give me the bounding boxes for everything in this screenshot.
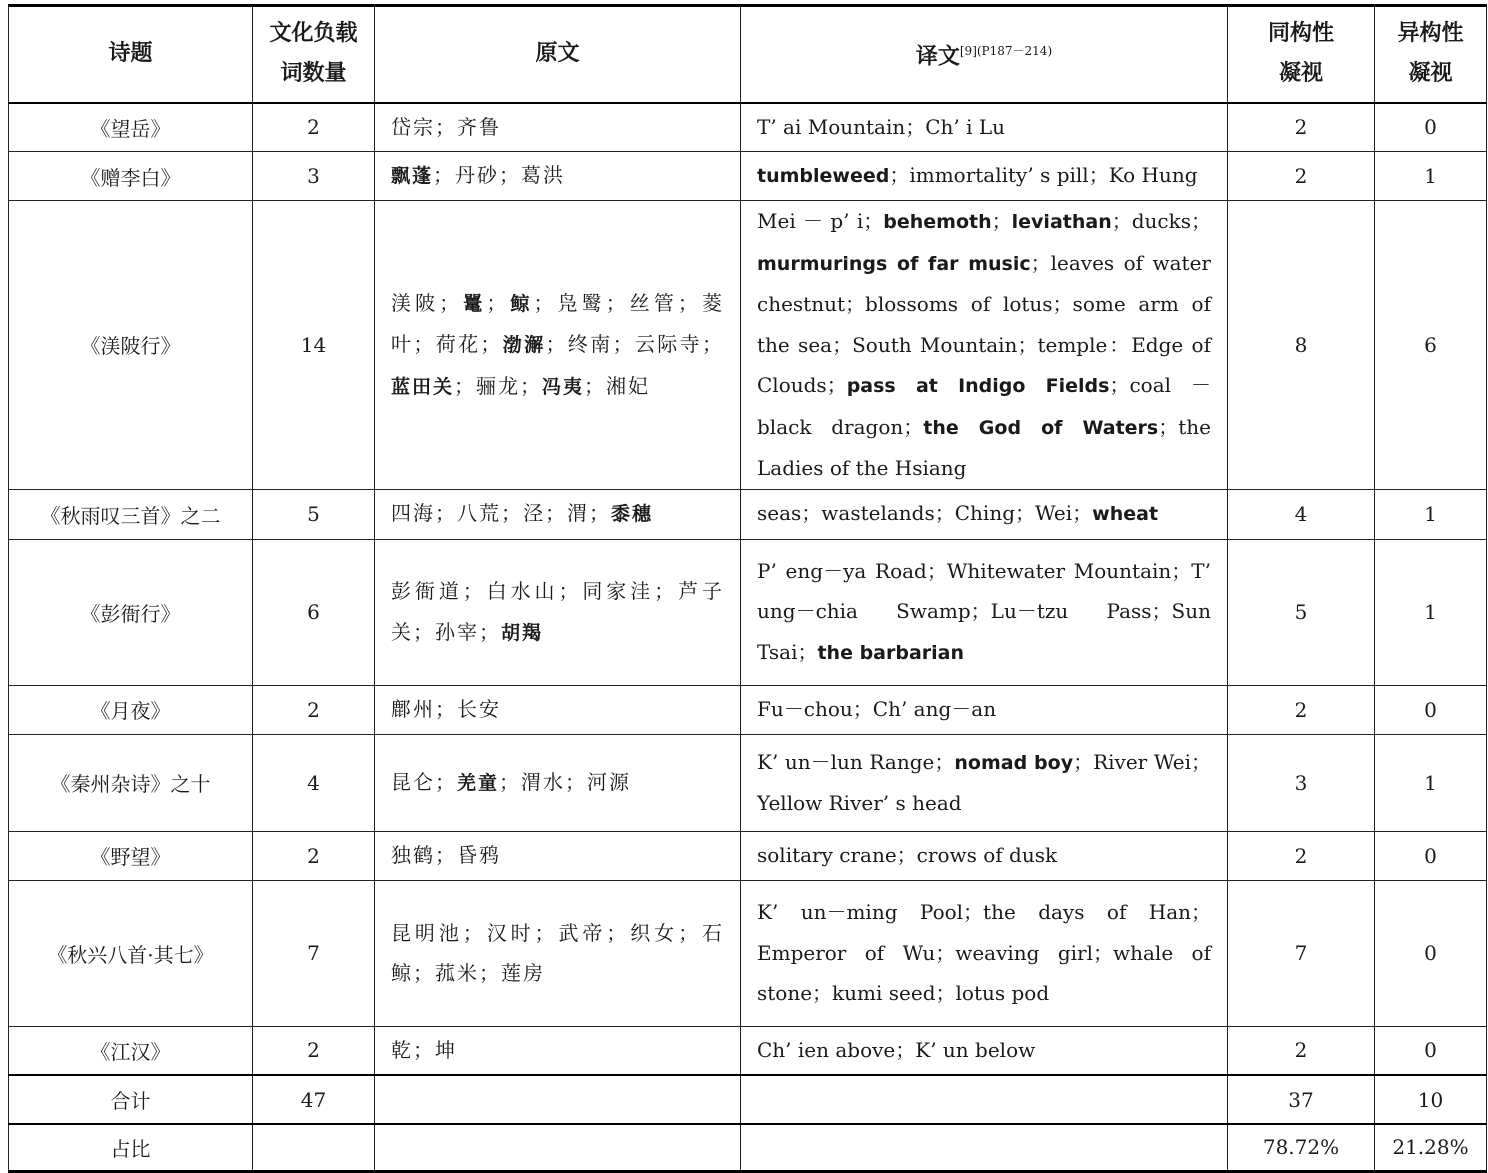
heteromorphic-count: 0 [1375,880,1487,1026]
heteromorphic-count: 6 [1375,201,1487,490]
translation-text [741,152,1228,201]
original-text [375,685,741,734]
bold-segment: murmurings of far music [757,252,1031,275]
text-segment: ； [486,290,509,315]
bold-segment: the God of Waters [923,416,1159,439]
header-heteromorphic-gaze [1375,6,1487,103]
text-segment: Fu－chou；Ch’ ang－an [757,697,997,722]
word-count: 2 [253,831,375,880]
original-text [375,734,741,831]
text-segment: 昆仑； [391,769,457,794]
header-word-count-line2: 词数量 [280,61,347,87]
bold-segment: 鲸 [508,292,534,315]
isomorphic-count: 4 [1228,489,1375,539]
table-row [9,489,1487,539]
heteromorphic-count: 1 [1375,152,1487,201]
bold-segment: 飘蓬 [391,165,434,188]
header-isomorphic-line2: 凝视 [1278,61,1323,87]
poem-title: 《秦州杂诗》之十 [9,734,253,831]
bold-segment: behemoth [883,211,992,233]
text-segment: 四海；八荒；泾；渭； [391,501,611,526]
table-row [9,152,1487,201]
poem-title: 《月夜》 [9,685,253,734]
original-text [375,489,741,539]
text-segment: 独鹤；昏鸦 [391,843,501,868]
poem-title: 《秋兴八首·其七》 [9,880,253,1026]
isomorphic-count: 3 [1228,734,1375,831]
bold-segment: 冯夷 [542,375,585,398]
text-segment: 鄜州；长安 [391,697,501,722]
text-segment: 乾；坤 [391,1038,457,1062]
bold-segment: nomad boy [954,751,1074,774]
original-text [375,1026,741,1075]
word-count: 6 [253,539,375,685]
header-translation-citation: [9](P187－214) [959,44,1053,59]
poem-title: 《赠李白》 [9,152,253,201]
isomorphic-count: 2 [1228,103,1375,152]
ratio-empty-count [253,1124,375,1171]
text-segment: ；终南；云际寺； [545,332,725,356]
total-row [9,1075,1487,1124]
translation-text [741,685,1228,734]
header-translation-label: 译文 [915,44,960,70]
text-segment: ；湘妃 [584,373,651,398]
bold-segment: tumbleweed [757,165,890,188]
poem-title: 《秋雨叹三首》之二 [9,489,253,539]
poem-title: 《望岳》 [9,103,253,152]
text-segment: Mei － p’ i； [757,209,884,233]
isomorphic-count: 7 [1228,880,1375,1026]
bold-segment: 渤澥 [502,334,546,356]
total-empty-translation [741,1075,1228,1124]
header-isomorphic-line1: 同构性 [1267,21,1334,47]
text-segment: 渼陂； [391,290,462,315]
text-segment: ；immortality’ s pill；Ko Hung [889,163,1198,188]
text-segment: ；coal － black dragon； [757,373,1211,439]
original-text [375,103,741,152]
table-row [9,880,1487,1026]
original-text [375,152,741,201]
total-iso: 37 [1228,1075,1375,1124]
translation-text [741,831,1228,880]
header-word-count-line1: 文化负载 [269,21,358,47]
header-isomorphic-gaze [1228,6,1375,103]
word-count: 2 [253,1026,375,1075]
translation-text [741,539,1228,685]
text-segment: 昆明池；汉时；武帝；织女；石鲸；菰米；莲房 [391,920,724,985]
total-hetero: 10 [1375,1075,1487,1124]
poem-title: 《野望》 [9,831,253,880]
poem-title: 《渼陂行》 [9,201,253,490]
isomorphic-count: 2 [1228,831,1375,880]
original-text [375,880,741,1026]
ratio-empty-original [375,1124,741,1171]
table-row [9,685,1487,734]
original-text [375,201,741,490]
poem-title: 《彭衙行》 [9,539,253,685]
bold-segment: pass at Indigo Fields [846,375,1110,397]
table-row [9,201,1487,490]
isomorphic-count: 2 [1228,685,1375,734]
word-count: 14 [253,201,375,490]
translation-text [741,1026,1228,1075]
header-heteromorphic-line1: 异构性 [1397,21,1464,47]
table-row [9,734,1487,831]
text-segment: ；leaves of water chestnut；blossoms of lotus；some arm of the sea；South Mountain；temple：Edge of Clouds； [757,250,1211,397]
text-segment: K’ un－ming Pool；the days of Han；Emperor of Wu；weaving girl；whale of stone；kumi seed；lotus pod [757,900,1211,1006]
word-count: 2 [253,685,375,734]
word-count: 3 [253,152,375,201]
bold-segment: wheat [1092,503,1159,526]
text-segment: ；ducks； [1111,209,1211,233]
translation-text [741,489,1228,539]
poem-analysis-table [8,4,1487,1173]
bold-segment: leviathan [1011,211,1112,233]
translation-text [741,201,1228,490]
text-segment: T’ ai Mountain；Ch’ i Lu [757,115,1006,139]
word-count: 4 [253,734,375,831]
heteromorphic-count: 0 [1375,685,1487,734]
text-segment: ；the Ladies of the Hsiang [757,414,1211,480]
heteromorphic-count: 0 [1375,1026,1487,1075]
heteromorphic-count: 1 [1375,734,1487,831]
ratio-row [9,1124,1487,1171]
word-count: 7 [253,880,375,1026]
ratio-iso: 78.72% [1228,1124,1375,1171]
header-poem-title: 诗题 [9,6,253,103]
heteromorphic-count: 0 [1375,831,1487,880]
header-heteromorphic-line2: 凝视 [1408,61,1453,87]
bold-segment: the barbarian [817,641,965,664]
isomorphic-count: 5 [1228,539,1375,685]
table-row [9,539,1487,685]
heteromorphic-count: 0 [1375,103,1487,152]
bold-segment: 羌童 [457,771,500,794]
table-row [9,831,1487,880]
text-segment: ；骊龙； [454,373,543,398]
text-segment: P’ eng－ya Road；Whitewater Mountain；T’ ung－chia Swamp；Lu－tzu Pass；Sun Tsai； [757,558,1211,664]
word-count: 5 [253,489,375,539]
ratio-empty-translation [741,1124,1228,1171]
text-segment: ； [991,209,1012,233]
text-segment: Ch’ ien above；K’ un below [757,1038,1036,1062]
bold-segment: 鼍 [461,292,487,315]
text-segment: K’ un－lun Range； [757,749,955,774]
table-row [9,103,1487,152]
heteromorphic-count: 1 [1375,539,1487,685]
table-body [9,103,1487,1076]
text-segment: ；丹砂；葛洪 [433,163,566,188]
total-label: 合计 [9,1075,253,1124]
translation-text [741,734,1228,831]
word-count: 2 [253,103,375,152]
isomorphic-count: 2 [1228,152,1375,201]
text-segment: seas；wastelands；Ching；Wei； [757,501,1093,526]
text-segment: 彭衙道；白水山；同家洼；芦子关；孙宰； [391,579,724,644]
text-segment: ；River Wei；Yellow River’ s head [757,749,1212,815]
ratio-label: 占比 [9,1124,253,1171]
text-segment: 岱宗；齐鲁 [391,115,501,139]
header-translation [741,6,1228,103]
text-segment: ；渭水；河源 [499,769,632,794]
header-word-count [253,6,375,103]
bold-segment: 黍穗 [611,503,654,526]
bold-segment: 胡羯 [501,621,544,644]
header-original: 原文 [375,6,741,103]
text-segment: solitary crane；crows of dusk [757,843,1058,868]
translation-text [741,880,1228,1026]
isomorphic-count: 2 [1228,1026,1375,1075]
original-text [375,831,741,880]
ratio-hetero: 21.28% [1375,1124,1487,1171]
original-text [375,539,741,685]
total-count: 47 [253,1075,375,1124]
poem-title: 《江汉》 [9,1026,253,1075]
text-segment: ；凫鹥；丝管；菱叶；荷花； [391,290,724,356]
heteromorphic-count: 1 [1375,489,1487,539]
bold-segment: 蓝田关 [391,375,455,398]
total-empty-original [375,1075,741,1124]
table-row [9,1026,1487,1075]
isomorphic-count: 8 [1228,201,1375,490]
translation-text [741,103,1228,152]
